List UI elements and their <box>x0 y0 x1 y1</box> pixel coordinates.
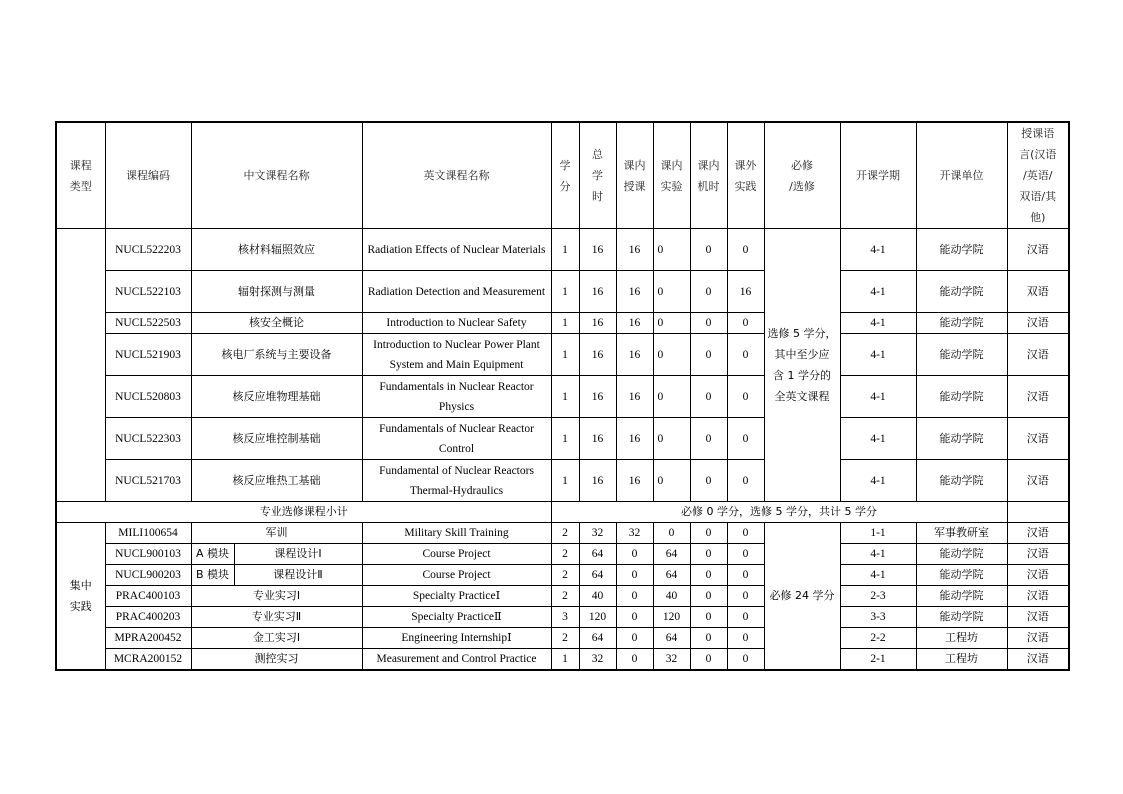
course-computer: 0 <box>690 544 727 565</box>
course-computer: 0 <box>690 418 727 460</box>
course-en-name: Engineering InternshipⅠ <box>362 628 551 649</box>
course-lab: 0 <box>653 229 690 271</box>
course-module-and-name <box>191 565 362 586</box>
course-lecture: 16 <box>616 271 653 313</box>
course-total-hours: 16 <box>579 229 616 271</box>
course-credits: 1 <box>551 376 579 418</box>
table-row <box>56 376 1069 418</box>
course-dept: 能动学院 <box>916 586 1007 607</box>
course-en-name: Course Project <box>362 544 551 565</box>
course-en-name: Course Project <box>362 565 551 586</box>
curriculum-table <box>55 121 1070 671</box>
course-lecture: 16 <box>616 460 653 502</box>
course-total-hours: 64 <box>579 565 616 586</box>
course-code: PRAC400103 <box>105 586 191 607</box>
header-code: 课程编码 <box>105 122 191 229</box>
course-cn-name: 金工实习Ⅰ <box>191 628 362 649</box>
course-term: 2-1 <box>840 649 916 671</box>
course-lecture: 16 <box>616 376 653 418</box>
course-practice: 0 <box>727 565 764 586</box>
header-language: 授课语 言(汉语 /英语/ 双语/其 他) <box>1007 122 1069 229</box>
course-code: NUCL520803 <box>105 376 191 418</box>
course-lab: 32 <box>653 649 690 671</box>
course-credits: 2 <box>551 586 579 607</box>
curriculum-sheet <box>55 121 1068 671</box>
course-en-name: Radiation Detection and Measurement <box>362 271 551 313</box>
course-lab: 0 <box>653 418 690 460</box>
course-lecture: 16 <box>616 334 653 376</box>
course-practice: 0 <box>727 460 764 502</box>
header-practice: 课外 实践 <box>727 122 764 229</box>
course-cn-name: 辐射探测与测量 <box>191 271 362 313</box>
course-dept: 能动学院 <box>916 313 1007 334</box>
course-cn-name: 核材料辐照效应 <box>191 229 362 271</box>
course-lecture: 0 <box>616 607 653 628</box>
course-lab: 64 <box>653 628 690 649</box>
course-en-name: Fundamentals of Nuclear Reactor Control <box>362 418 551 460</box>
subtotal-label: 专业选修课程小计 <box>56 502 551 523</box>
course-practice: 0 <box>727 334 764 376</box>
table-row <box>56 229 1069 271</box>
course-lecture: 16 <box>616 313 653 334</box>
course-dept: 能动学院 <box>916 271 1007 313</box>
course-term: 4-1 <box>840 334 916 376</box>
course-code: NUCL900103 <box>105 544 191 565</box>
table-row <box>56 544 1069 565</box>
course-code: MPRA200452 <box>105 628 191 649</box>
course-language: 双语 <box>1007 271 1069 313</box>
course-computer: 0 <box>690 460 727 502</box>
course-code: NUCL522203 <box>105 229 191 271</box>
subtotal-empty <box>1007 502 1069 523</box>
course-lab: 64 <box>653 565 690 586</box>
course-practice: 16 <box>727 271 764 313</box>
course-dept: 军事教研室 <box>916 523 1007 544</box>
header-lab: 课内 实验 <box>653 122 690 229</box>
course-language: 汉语 <box>1007 586 1069 607</box>
course-lab: 0 <box>653 523 690 544</box>
course-computer: 0 <box>690 586 727 607</box>
course-practice: 0 <box>727 418 764 460</box>
course-lab: 40 <box>653 586 690 607</box>
course-lecture: 0 <box>616 565 653 586</box>
course-computer: 0 <box>690 229 727 271</box>
course-code: NUCL522503 <box>105 313 191 334</box>
category-cell <box>56 229 105 502</box>
course-cn-name: 课程设计Ⅰ <box>274 547 322 560</box>
course-cn-name: 核反应堆热工基础 <box>191 460 362 502</box>
course-code: MILI100654 <box>105 523 191 544</box>
table-row <box>56 313 1069 334</box>
course-lab: 0 <box>653 376 690 418</box>
course-lecture: 0 <box>616 649 653 671</box>
course-language: 汉语 <box>1007 313 1069 334</box>
course-code: NUCL521903 <box>105 334 191 376</box>
course-computer: 0 <box>690 565 727 586</box>
course-dept: 能动学院 <box>916 460 1007 502</box>
header-credits: 学 分 <box>551 122 579 229</box>
course-dept: 能动学院 <box>916 544 1007 565</box>
course-en-name: Introduction to Nuclear Power Plant System and Main Equipment <box>362 334 551 376</box>
course-practice: 0 <box>727 544 764 565</box>
table-row <box>56 271 1069 313</box>
course-en-name: Specialty PracticeⅡ <box>362 607 551 628</box>
course-language: 汉语 <box>1007 460 1069 502</box>
course-term: 2-2 <box>840 628 916 649</box>
elective-section <box>56 229 1069 502</box>
course-credits: 1 <box>551 334 579 376</box>
course-computer: 0 <box>690 334 727 376</box>
course-computer: 0 <box>690 313 727 334</box>
course-cn-name: 核安全概论 <box>191 313 362 334</box>
course-total-hours: 32 <box>579 523 616 544</box>
course-total-hours: 120 <box>579 607 616 628</box>
header-term: 开课学期 <box>840 122 916 229</box>
course-total-hours: 64 <box>579 628 616 649</box>
course-language: 汉语 <box>1007 334 1069 376</box>
course-dept: 能动学院 <box>916 607 1007 628</box>
header-cn-name: 中文课程名称 <box>191 122 362 229</box>
course-language: 汉语 <box>1007 523 1069 544</box>
table-row <box>56 586 1069 607</box>
course-cn-name: 核反应堆控制基础 <box>191 418 362 460</box>
course-language: 汉语 <box>1007 628 1069 649</box>
course-cn-name: 测控实习 <box>191 649 362 671</box>
header-computer: 课内 机时 <box>690 122 727 229</box>
course-computer: 0 <box>690 607 727 628</box>
course-credits: 1 <box>551 229 579 271</box>
header-total-hours: 总 学 时 <box>579 122 616 229</box>
header-row <box>56 122 1069 229</box>
course-computer: 0 <box>690 628 727 649</box>
course-total-hours: 16 <box>579 376 616 418</box>
course-lecture: 16 <box>616 229 653 271</box>
course-credits: 1 <box>551 649 579 671</box>
practice-note: 必修 24 学分 <box>764 523 840 671</box>
course-cn-name: 专业实习Ⅱ <box>191 607 362 628</box>
course-lecture: 0 <box>616 544 653 565</box>
course-credits: 2 <box>551 544 579 565</box>
course-en-name: Fundamental of Nuclear Reactors Thermal-Hydraulics <box>362 460 551 502</box>
course-lab: 64 <box>653 544 690 565</box>
course-term: 4-1 <box>840 565 916 586</box>
course-credits: 1 <box>551 271 579 313</box>
course-term: 3-3 <box>840 607 916 628</box>
course-total-hours: 40 <box>579 586 616 607</box>
header-dept: 开课单位 <box>916 122 1007 229</box>
course-code: NUCL521703 <box>105 460 191 502</box>
course-language: 汉语 <box>1007 649 1069 671</box>
course-credits: 1 <box>551 460 579 502</box>
course-cn-name: 核电厂系统与主要设备 <box>191 334 362 376</box>
course-term: 4-1 <box>840 544 916 565</box>
subtotal-value: 必修 0 学分，选修 5 学分，共计 5 学分 <box>551 502 1007 523</box>
header-en-name: 英文课程名称 <box>362 122 551 229</box>
course-module: B 模块 <box>192 565 235 585</box>
course-language: 汉语 <box>1007 418 1069 460</box>
course-en-name: Specialty PracticeⅠ <box>362 586 551 607</box>
course-practice: 0 <box>727 586 764 607</box>
course-lecture: 0 <box>616 586 653 607</box>
course-language: 汉语 <box>1007 229 1069 271</box>
course-module: A 模块 <box>192 544 235 564</box>
course-practice: 0 <box>727 229 764 271</box>
course-lecture: 0 <box>616 628 653 649</box>
course-code: NUCL522103 <box>105 271 191 313</box>
course-dept: 能动学院 <box>916 376 1007 418</box>
course-term: 2-3 <box>840 586 916 607</box>
course-cn-name: 核反应堆物理基础 <box>191 376 362 418</box>
course-computer: 0 <box>690 523 727 544</box>
table-row <box>56 418 1069 460</box>
course-en-name: Radiation Effects of Nuclear Materials <box>362 229 551 271</box>
course-practice: 0 <box>727 607 764 628</box>
course-lecture: 32 <box>616 523 653 544</box>
course-en-name: Fundamentals in Nuclear Reactor Physics <box>362 376 551 418</box>
table-row <box>56 628 1069 649</box>
course-code: PRAC400203 <box>105 607 191 628</box>
course-language: 汉语 <box>1007 544 1069 565</box>
table-row <box>56 334 1069 376</box>
course-total-hours: 16 <box>579 418 616 460</box>
course-term: 4-1 <box>840 313 916 334</box>
practice-section <box>56 523 1069 671</box>
course-computer: 0 <box>690 376 727 418</box>
course-total-hours: 16 <box>579 271 616 313</box>
course-practice: 0 <box>727 628 764 649</box>
table-row <box>56 649 1069 671</box>
course-computer: 0 <box>690 271 727 313</box>
course-total-hours: 64 <box>579 544 616 565</box>
course-dept: 工程坊 <box>916 628 1007 649</box>
course-code: NUCL522303 <box>105 418 191 460</box>
table-row <box>56 607 1069 628</box>
course-credits: 2 <box>551 628 579 649</box>
course-language: 汉语 <box>1007 376 1069 418</box>
practice-category: 集中 实践 <box>56 523 105 671</box>
course-practice: 0 <box>727 313 764 334</box>
course-total-hours: 16 <box>579 313 616 334</box>
course-dept: 工程坊 <box>916 649 1007 671</box>
course-credits: 3 <box>551 607 579 628</box>
course-dept: 能动学院 <box>916 418 1007 460</box>
course-total-hours: 16 <box>579 334 616 376</box>
course-module-and-name <box>191 544 362 565</box>
course-code: NUCL900203 <box>105 565 191 586</box>
course-cn-name: 军训 <box>191 523 362 544</box>
header-required: 必修 /选修 <box>764 122 840 229</box>
course-lab: 0 <box>653 460 690 502</box>
elective-note: 选修 5 学分， 其中至少应 含 1 学分的 全英文课程 <box>764 229 840 502</box>
course-lab: 0 <box>653 271 690 313</box>
header-category: 课程 类型 <box>56 122 105 229</box>
course-lab: 120 <box>653 607 690 628</box>
course-lab: 0 <box>653 334 690 376</box>
course-credits: 1 <box>551 313 579 334</box>
course-total-hours: 16 <box>579 460 616 502</box>
course-term: 4-1 <box>840 376 916 418</box>
course-dept: 能动学院 <box>916 565 1007 586</box>
course-credits: 2 <box>551 565 579 586</box>
course-computer: 0 <box>690 649 727 671</box>
course-cn-name: 专业实习Ⅰ <box>191 586 362 607</box>
table-row <box>56 565 1069 586</box>
course-en-name: Introduction to Nuclear Safety <box>362 313 551 334</box>
course-term: 4-1 <box>840 271 916 313</box>
header-lecture: 课内 授课 <box>616 122 653 229</box>
course-term: 4-1 <box>840 418 916 460</box>
course-language: 汉语 <box>1007 607 1069 628</box>
course-practice: 0 <box>727 376 764 418</box>
course-dept: 能动学院 <box>916 229 1007 271</box>
course-term: 1-1 <box>840 523 916 544</box>
course-practice: 0 <box>727 649 764 671</box>
course-practice: 0 <box>727 523 764 544</box>
course-lecture: 16 <box>616 418 653 460</box>
course-en-name: Measurement and Control Practice <box>362 649 551 671</box>
course-credits: 2 <box>551 523 579 544</box>
subtotal-row <box>56 502 1069 523</box>
course-total-hours: 32 <box>579 649 616 671</box>
course-term: 4-1 <box>840 460 916 502</box>
course-cn-name: 课程设计Ⅱ <box>273 568 323 581</box>
table-row <box>56 523 1069 544</box>
course-credits: 1 <box>551 418 579 460</box>
course-en-name: Military Skill Training <box>362 523 551 544</box>
course-code: MCRA200152 <box>105 649 191 671</box>
course-language: 汉语 <box>1007 565 1069 586</box>
course-dept: 能动学院 <box>916 334 1007 376</box>
table-row <box>56 460 1069 502</box>
course-lab: 0 <box>653 313 690 334</box>
course-term: 4-1 <box>840 229 916 271</box>
